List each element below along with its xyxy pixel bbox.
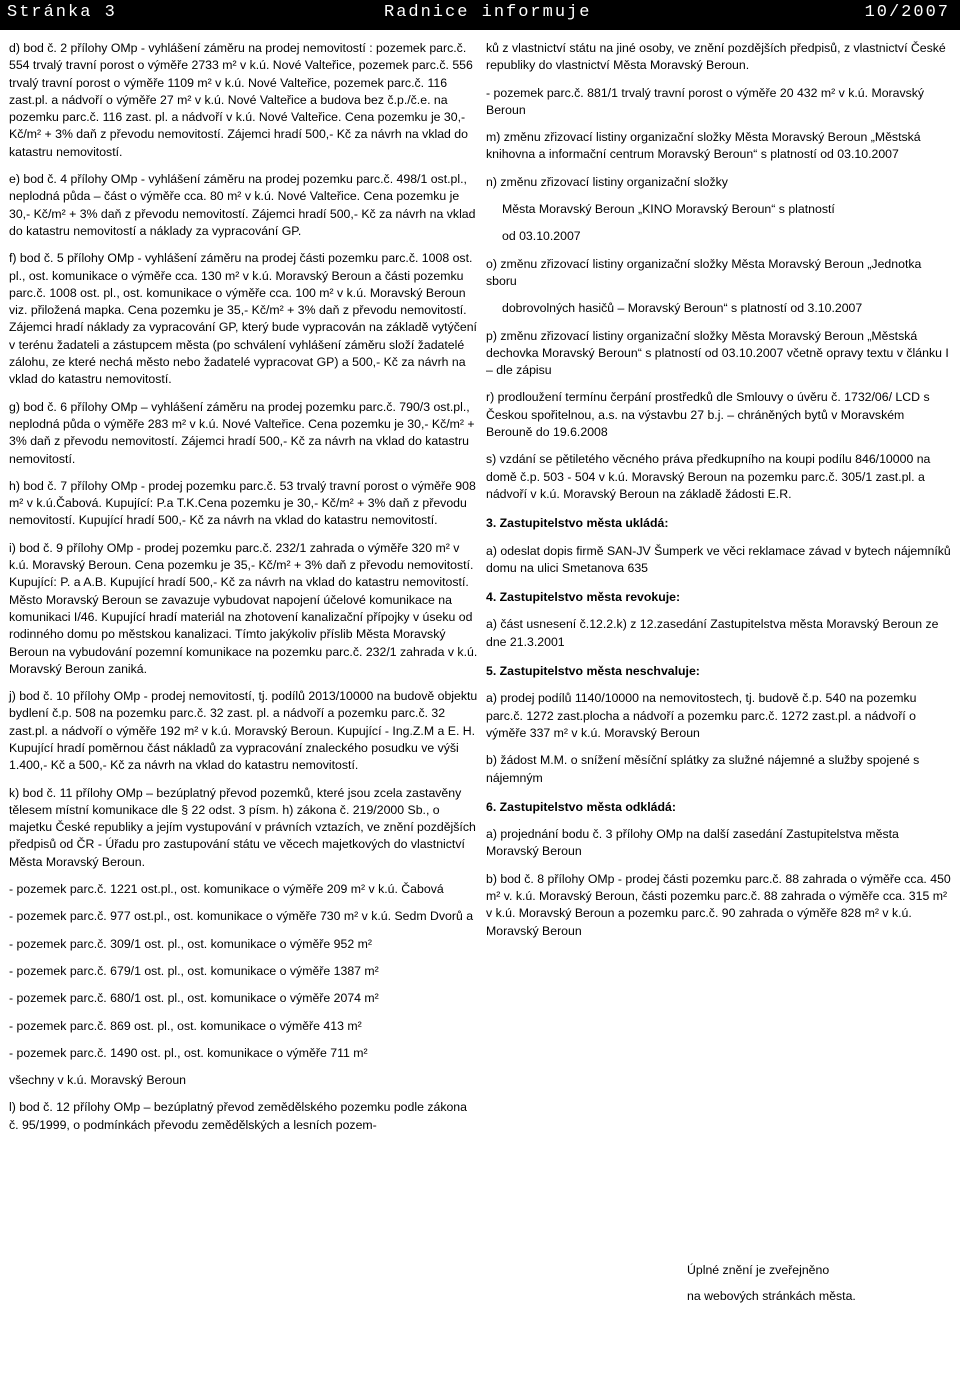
- left-paragraph: - pozemek parc.č. 679/1 ost. pl., ost. komunikace o výměře 1387 m²: [9, 963, 379, 978]
- left-paragraph: d) bod č. 2 přílohy OMp - vyhlášení záměru na prodej nemovitostí : pozemek parc.č. 554 trvalý travní porost o výměře 2733 m² v k.ú. Nové Valteřice, pozemek parc.č. 556 trvalý travní porost o výměře 1109 m² v k.ú. Nové Valteřice, pozemek parc.č. 116 zast.pl. a nádvoří o výměře 27 m² v k.ú. Nové Valteřice a budova bez č.p./č.e. na pozemku parc.č. 116 zast. pl. a nádvoří v k.ú. Nové Valteřice. Cena pozemku je 30,- Kč/m² + 3% daň z převodu nemovitostí. Zájemci hradí 500,- Kč za návrh na vklad do katastru nemovitostí.: [9, 41, 473, 159]
- right-paragraph: a) projednání bodu č. 3 přílohy OMp na další zasedání Zastupitelstva města Moravský Beroun: [486, 827, 899, 859]
- left-paragraph: - pozemek parc.č. 869 ost. pl., ost. komunikace o výměře 413 m²: [9, 1018, 362, 1033]
- footnote-line-2: na webových stránkách města.: [687, 1289, 856, 1303]
- right-paragraph: b) žádost M.M. o snížení měsíční splátky za služné nájemné a služby spojené s nájemným: [486, 753, 920, 785]
- right-paragraph: 3. Zastupitelstvo města ukládá:: [486, 516, 669, 531]
- right-paragraph: Města Moravský Beroun „KINO Moravský Beroun“ s platností: [502, 202, 835, 217]
- left-paragraph: g) bod č. 6 přílohy OMp – vyhlášení záměru na prodej pozemku parc.č. 790/3 ost.pl., neplodná půda o výměře 283 m² v k.ú. Nové Valteřice. Cena pozemku je 30,- Kč/m² + 3% daň z převodu nemovitostí. Zájemci hradí 500,- Kč za návrh na vklad do katastru nemovitostí.: [9, 399, 475, 466]
- right-paragraph: m) změnu zřizovací listiny organizační složky Města Moravský Beroun „Městská knihovna a informační centrum Moravský Beroun“ s platností od 03.10.2007: [486, 130, 921, 162]
- issue-date: 10/2007: [864, 3, 950, 22]
- left-paragraph: e) bod č. 4 přílohy OMp - vyhlášení záměru na prodej pozemku parc.č. 498/1 ost.pl., neplodná půda – část o výměře cca. 80 m² v k.ú. Nové Valteřice. Cena pozemku je 30,- Kč/m² + 3% daň z převodu nemovitostí. Zájemci hradí 500,- Kč za návrh na vklad do katastru nemovitostí a náklady za vypracování GP.: [9, 172, 476, 238]
- left-paragraph: - pozemek parc.č. 977 ost.pl., ost. komunikace o výměře 730 m² v k.ú. Sedm Dvorů a: [9, 909, 474, 924]
- footnote: [687, 1262, 856, 1314]
- right-paragraph: a) část usnesení č.12.2.k) z 12.zasedání Zastupitelstva města Moravský Beroun ze dne 21.3.2001: [486, 617, 939, 649]
- right-paragraph: ků z vlastnictví státu na jiné osoby, ve znění pozdějších předpisů, z vlastnictví České republiky do vlastnictví Města Moravský Beroun.: [486, 41, 946, 73]
- right-paragraph: p) změnu zřizovací listiny organizační složky Města Moravský Beroun „Městská dechovka Moravský Beroun“ s platností od 03.10.2007 včetně opravy textu v článku I – dle zápisu: [486, 328, 949, 378]
- left-column: [9, 40, 479, 1134]
- left-paragraph: i) bod č. 9 přílohy OMp - prodej pozemku parc.č. 232/1 zahrada o výměře 320 m² v k.ú. Moravský Beroun. Cena pozemku je 35,- Kč/m² + 3% daň z převodu nemovitostí. Kupující: P. a A.B. Kupující hradí 500,- Kč za návrh na vklad do katastru nemovitostí. Město Moravský Beroun se zavazuje vybudovat napojení účelové komunikace na komunikaci I/46. Kupující hradí materiál na zhotovení kanalizační přípojky v úseku od rodinného domu po městskou kanalizaci. Tímto jakýkoliv příslib Města Moravský Beroun na vybudování pozemní komunikace na pozemku parc.č. 232/1 zahrada v k.ú. Moravský Beroun zaniká.: [9, 540, 478, 676]
- page-header: [0, 0, 960, 30]
- right-paragraph: 5. Zastupitelstvo města neschvaluje:: [486, 664, 700, 679]
- right-paragraph: r) prodloužení termínu čerpání prostředků dle Smlouvy o úvěru č. 1732/06/ LCD s Českou spořitelnou, a.s. na výstavbu 27 b.j. – chráněných bytů v Moravském Berouně do 19.6.2008: [486, 390, 930, 440]
- right-column: [486, 40, 951, 940]
- right-paragraph: n) změnu zřizovací listiny organizační složky: [486, 174, 728, 189]
- right-paragraph: s) vzdání se pětiletého věcného práva předkupního na koupi podílu 846/10000 na domě č.p. 503 - 504 v k.ú. Moravský Beroun na pozemku parc.č. 305/1 zast.pl. a nádvoří v k.ú. Moravský Beroun na základě žádosti E.R.: [486, 452, 931, 501]
- right-paragraph: - pozemek parc.č. 881/1 trvalý travní porost o výměře 20 432 m² v k.ú. Moravský Beroun: [486, 85, 925, 117]
- newsletter-title: Radnice informuje: [384, 3, 592, 22]
- left-paragraph: všechny v k.ú. Moravský Beroun: [9, 1073, 187, 1088]
- right-paragraph: dobrovolných hasičů – Moravský Beroun“ s platností od 3.10.2007: [502, 301, 863, 316]
- left-paragraph: f) bod č. 5 přílohy OMp - vyhlášení záměru na prodej části pozemku parc.č. 1008 ost. pl., ost. komunikace o výměře cca. 130 m² v k.ú. Moravský Beroun a části pozemku parc.č. 1008 ost. pl., ost. komunikace o výměře cca. 100 m² v k.ú. Moravský Beroun viz. přiložená mapka. Cena pozemku je 35,- Kč/m² + 3% daň z převodu nemovitostí. Zájemci hradí náklady za vypracování GP, který bude vypracován na základě vytýčení v terénu žadateli a zástupcem města (po schválení vyhlášení záměru složí žadatelé zálohu, ze které nechá město nebo žadatelé vypracovat GP) a 500,- Kč za návrh na vklad do katastru nemovitostí.: [9, 251, 477, 387]
- left-paragraph: j) bod č. 10 přílohy OMp - prodej nemovitostí, tj. podílů 2013/10000 na budově objektu bydlení č.p. 508 na pozemku parc.č. 32 zast. pl. a nádvoří a pozemku parc.č. 32 zast.pl. a nádvoří o výměře 192 m² v k.ú. Moravský Beroun. Kupující - Ing.Z.M a E. H. Kupující hradí poměrnou část nákladů za vypracování znaleckého posudku ve výši 1.400,- Kč a 500,- Kč za návrh na vklad do katastru nemovitostí.: [9, 689, 478, 773]
- left-paragraph: - pozemek parc.č. 1490 ost. pl., ost. komunikace o výměře 711 m²: [9, 1045, 368, 1060]
- left-paragraph: l) bod č. 12 přílohy OMp – bezúplatný převod zemědělského pozemku podle zákona č. 95/1999, o podmínkách převodu zemědělských a lesních pozem-: [9, 1100, 467, 1132]
- footnote-line-1: Úplné znění je zveřejněno: [687, 1263, 830, 1277]
- right-paragraph: 4. Zastupitelstvo města revokuje:: [486, 590, 681, 605]
- right-paragraph: od 03.10.2007: [502, 229, 581, 244]
- right-paragraph: a) odeslat dopis firmě SAN-JV Šumperk ve věci reklamace závad v bytech nájemníků domu na ulici Smetanova 635: [486, 543, 951, 575]
- left-paragraph: - pozemek parc.č. 309/1 ost. pl., ost. komunikace o výměře 952 m²: [9, 936, 372, 951]
- left-paragraph: - pozemek parc.č. 1221 ost.pl., ost. komunikace o výměře 209 m² v k.ú. Čabová: [9, 882, 444, 897]
- right-paragraph: a) prodej podílů 1140/10000 na nemovitostech, tj. budově č.p. 540 na pozemku parc.č. 1272 zast.plocha a nádvoří a pozemku parc.č. 1272 zast.pl. a nádvoří o výměře 337 m² v k.ú. Moravský Beroun: [486, 691, 917, 740]
- left-paragraph: k) bod č. 11 přílohy OMp – bezúplatný převod pozemků, které jsou zcela zastavěny tělesem místní komunikace dle § 22 odst. 3 písm. h) zákona č. 219/2000 Sb., o majetku České republiky a jejím vystupování v právních vztazích, ve znění pozdějších předpisů od ČR - Úřadu pro zastupování státu ve věcech majetkových do vlastnictví Města Moravský Beroun.: [9, 785, 476, 869]
- right-paragraph: o) změnu zřizovací listiny organizační složky Města Moravský Beroun „Jednotka sboru: [486, 256, 922, 288]
- left-paragraph: - pozemek parc.č. 680/1 ost. pl., ost. komunikace o výměře 2074 m²: [9, 991, 379, 1006]
- right-paragraph: b) bod č. 8 přílohy OMp - prodej části pozemku parc.č. 88 zahrada o výměře cca. 450 m² v. k.ú. Moravský Beroun, části pozemku parc.č. 88 zahrada o výměře cca. 315 m² v k.ú. Moravský Beroun a pozemku parc.č. 90 zahrada o výměře 828 m² v k.ú. Moravský Beroun: [486, 871, 951, 938]
- page-number: Stránka 3: [7, 3, 117, 22]
- left-paragraph: h) bod č. 7 přílohy OMp - prodej pozemku parc.č. 53 trvalý travní porost o výměře 908 m² v k.ú.Čabová. Kupující: P.a T.K.Cena pozemku je 30,- Kč/m² + 3% daň z převodu nemovitostí. Kupující hradí 500,- Kč za návrh na vklad do katastru nemovitostí.: [9, 478, 476, 528]
- right-paragraph: 6. Zastupitelstvo města odkládá:: [486, 799, 676, 814]
